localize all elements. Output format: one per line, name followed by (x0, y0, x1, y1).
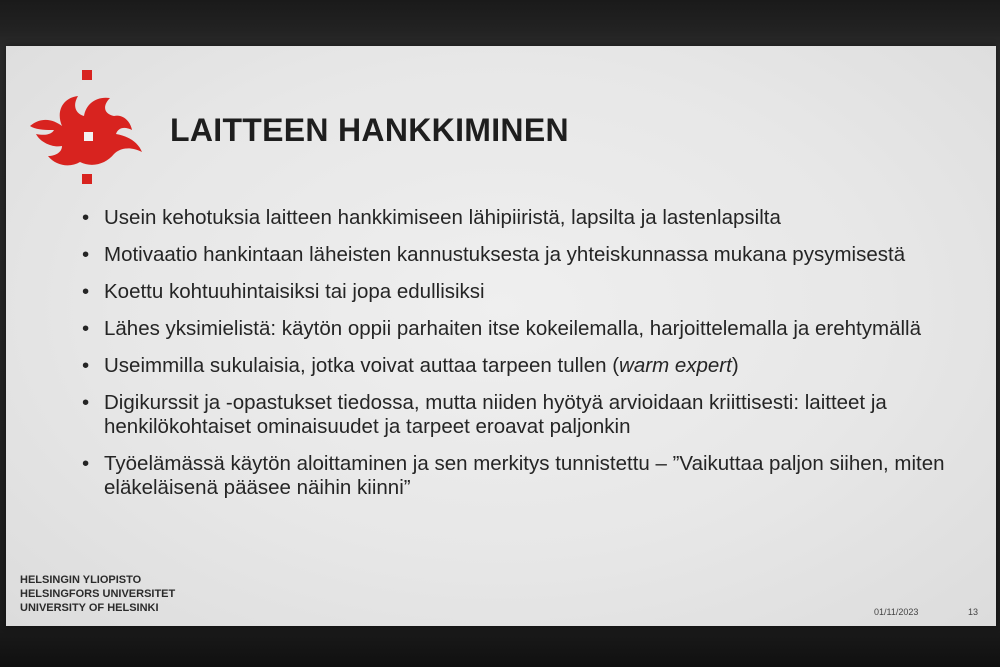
university-name-finnish: HELSINGIN YLIOPISTO (20, 574, 142, 586)
bullet-item (78, 206, 978, 230)
bullet-text: Digikurssit ja -opastukset tiedossa, mutta niiden hyötyä arvioidaan kriittisesti: laitteet ja henkilökohtaiset ominaisuudet ja tarpeet eroavat paljonkin (104, 391, 887, 438)
presentation-slide (6, 46, 996, 626)
bullet-item (78, 452, 978, 500)
slide-date: 01/11/2023 (874, 607, 919, 617)
bullet-emphasis: warm expert (619, 354, 732, 377)
bullet-marker: • (82, 280, 90, 303)
bullet-marker: • (82, 317, 90, 340)
university-flame-logo (26, 68, 146, 188)
bullet-text: Useimmilla sukulaisia, jotka voivat auttaa tarpeen tullen ( (104, 354, 620, 377)
bullet-marker: • (82, 354, 90, 377)
bullet-item (78, 280, 978, 304)
bullet-text: Koettu kohtuuhintaisiksi tai jopa edullisiksi (104, 280, 485, 303)
bullet-text: Lähes yksimielistä: käytön oppii parhaiten itse kokeilemalla, harjoittelemalla ja erehtymällä (104, 317, 921, 340)
bullet-marker: • (82, 391, 90, 414)
university-name-footer (20, 573, 175, 615)
bullet-text: Motivaatio hankintaan läheisten kannustuksesta ja yhteiskunnassa mukana pysymisestä (104, 243, 906, 266)
bullet-item (78, 317, 978, 341)
bullet-item (78, 391, 978, 439)
university-name-english: UNIVERSITY OF HELSINKI (20, 602, 159, 614)
bullet-list (78, 206, 978, 513)
bullet-marker: • (82, 206, 90, 229)
bullet-item (78, 243, 978, 267)
slide-page-number: 13 (968, 607, 979, 617)
bullet-text: Usein kehotuksia laitteen hankkimiseen lähipiiristä, lapsilta ja lastenlapsilta (104, 206, 781, 229)
bullet-text: Työelämässä käytön aloittaminen ja sen merkitys tunnistettu – ”Vaikuttaa paljon siihen, miten eläkeläisenä pääsee näihin kiinni” (104, 452, 945, 499)
bullet-marker: • (82, 452, 90, 475)
bullet-item (78, 354, 978, 378)
bullet-suffix: ) (731, 354, 739, 377)
bullet-marker: • (82, 243, 90, 266)
logo-shape (30, 70, 142, 184)
slide-title: LAITTEEN HANKKIMINEN (170, 112, 569, 148)
university-name-swedish: HELSINGFORS UNIVERSITET (20, 588, 176, 600)
logo-square (84, 132, 93, 141)
